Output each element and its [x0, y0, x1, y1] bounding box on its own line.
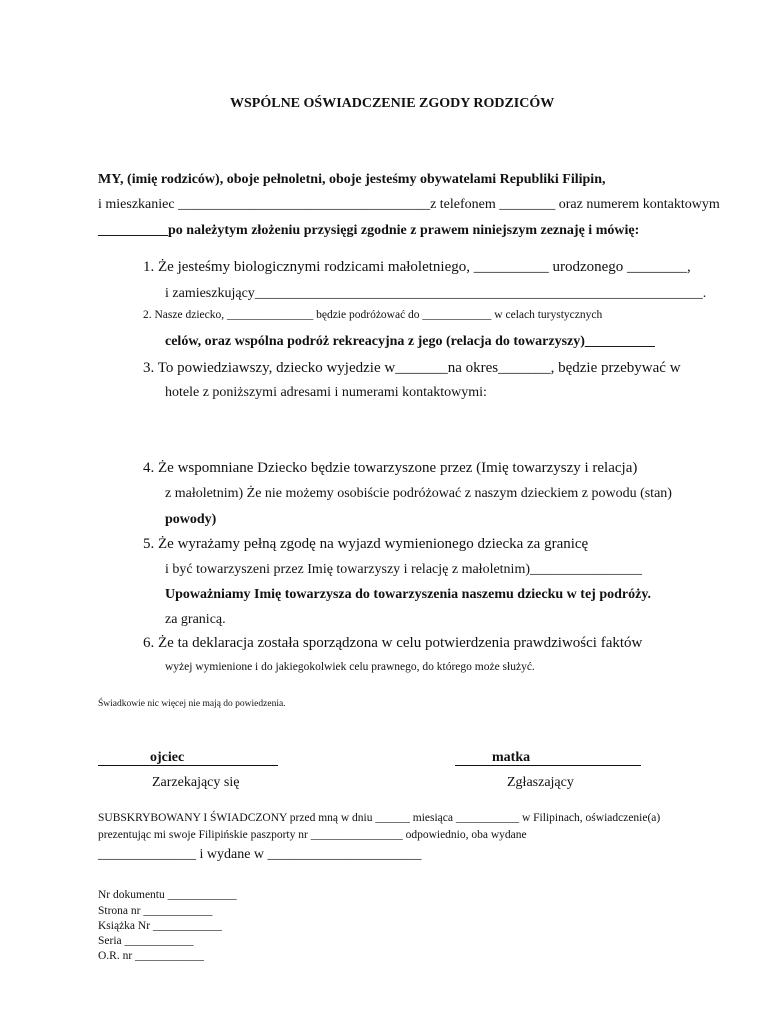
document-title: WSPÓLNE OŚWIADCZENIE ZGODY RODZICÓW	[230, 96, 555, 111]
series-number: Seria ____________	[98, 935, 194, 947]
mother-signature-label: matka	[492, 750, 531, 765]
subscribed-line-1: SUBSKRYBOWANY I ŚWIADCZONY przed mną w dniu ______ miesiąca ___________ w Filipinach, oświadczenie(a)	[98, 812, 661, 824]
subscribed-line-2: prezentując mi swoje Filipińskie paszporty nr ________________ odpowiednio, oba wydane	[98, 829, 527, 841]
mother-signature-line	[455, 765, 641, 766]
father-signature-line	[98, 765, 278, 766]
book-number: Książka Nr ____________	[98, 920, 222, 932]
father-role: Zarzekający się	[152, 775, 240, 790]
item-4-line-2: z małoletnim) Że nie możemy osobiście podróżować z naszym dzieckiem z powodu (stan)	[165, 486, 672, 501]
item-2-line-1: 2. Nasze dziecko, _______________ będzie podróżować do ____________ w celach turystycznych	[143, 309, 603, 321]
item-1-line-1: 1. Że jesteśmy biologicznymi rodzicami małoletniego, __________ urodzonego ________,	[143, 259, 691, 275]
item-3-line-2: hotele z poniższymi adresami i numerami kontaktowymi:	[165, 385, 487, 400]
item-5-line-2: i być towarzyszeni przez Imię towarzyszy i relację z małoletnim)________________	[165, 562, 642, 577]
doc-number: Nr dokumentu ____________	[98, 889, 237, 901]
intro-line-1: MY, (imię rodziców), oboje pełnoletni, oboje jesteśmy obywatelami Republiki Filipin,	[98, 172, 606, 187]
page-number: Strona nr ____________	[98, 905, 213, 917]
item-5-line-3: Upoważniamy Imię towarzysza do towarzyszenia naszemu dziecku w tej podróży.	[165, 587, 652, 602]
item-6-line-2: wyżej wymienione i do jakiegokolwiek celu prawnego, do którego może służyć.	[165, 661, 535, 673]
mother-role: Zgłaszający	[507, 775, 574, 790]
item-5-line-1: 5. Że wyrażamy pełną zgodę na wyjazd wymienionego dziecka za granicę	[143, 536, 589, 552]
item-4-line-3: powody)	[165, 512, 217, 527]
father-signature-label: ojciec	[150, 750, 185, 765]
item-6-line-1: 6. Że ta deklaracja została sporządzona w celu potwierdzenia prawdziwości faktów	[143, 635, 643, 651]
item-2-line-2: celów, oraz wspólna podróż rekreacyjna z jego (relacja do towarzyszy)__________	[165, 334, 655, 349]
item-5-line-4: za granicą.	[165, 612, 226, 627]
item-3-line-1: 3. To powiedziawszy, dziecko wyjedzie w_______na okres_______, będzie przebywać w	[143, 360, 681, 376]
item-4-line-1: 4. Że wspomniane Dziecko będzie towarzyszone przez (Imię towarzyszy i relacja)	[143, 460, 638, 476]
item-1-line-2: i zamieszkujący________________________________________________________________.	[165, 286, 707, 301]
subscribed-line-3: ______________ i wydane w ______________________	[98, 847, 422, 862]
intro-line-2: i mieszkaniec ____________________________________z telefonem ________ oraz numerem kontaktowym	[98, 197, 720, 212]
or-number: O.R. nr ____________	[98, 950, 205, 962]
intro-line-3: __________po należytym złożeniu przysięgi zgodnie z prawem niniejszym zeznaję i mówię:	[98, 223, 640, 238]
witness-note: Świadkowie nic więcej nie mają do powiedzenia.	[98, 699, 286, 709]
